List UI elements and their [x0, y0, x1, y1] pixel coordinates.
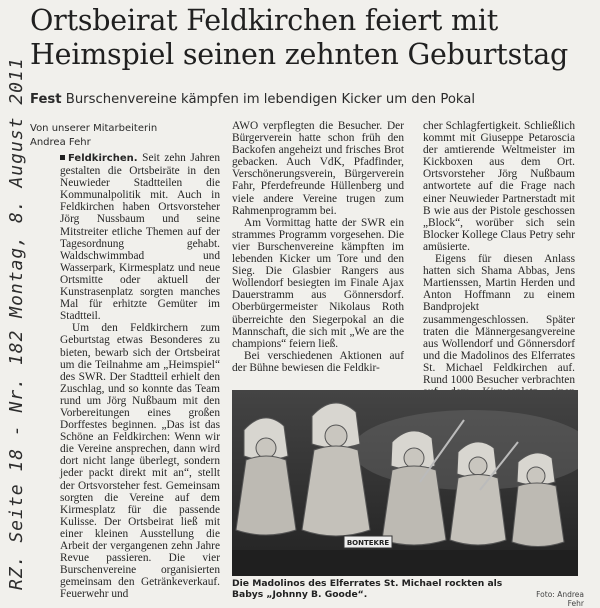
- kicker: Fest: [30, 92, 62, 107]
- dateline-square-icon: [60, 155, 65, 160]
- byline-role: Von unserer Mitarbeiterin: [30, 123, 158, 134]
- photo-caption: Die Madolinos des Elferrates St. Michael rockten als Babys „Johnny B. Goode“.: [232, 578, 503, 600]
- stage-sign-text: BONTEKRE: [346, 539, 390, 547]
- paragraph: Eigens für diesen Anlass hatten sich Shama Abbas, Jens Martienssen, Martin Herden und Anton Hoffmann zu einem Bandprojekt zusammengeschlossen. Später traten die Männergesangvereine aus Wollendorf und Gönnersdorf und die Madolinos des Elferrates St. Michael Feldkirchen auf. Rund 1000 Besucher verbrachten: [423, 253, 575, 386]
- paragraph-text: Seit zehn Jahren gestalten die Ortsbeiräte in den Neuwieder Stadtteilen die Kommunalpolitik mit. Auch in Feldkirchen haben Ortsvorsteher Jörg Nussbaum und seine Mitstreiter etliche Themen auf der Tagesordnung gehabt. Waldschwimmbad und Wasserpark, Kirmesplatz und neue Ortsmitte oder aktuell der Kunstrasenplatz sorgten manches Mal für erhitzte Gemüter im Stadtteil.: [60, 152, 220, 323]
- paragraph: Bei verschiedenen Aktionen auf der Bühne bewiesen die Feldkir-: [232, 349, 404, 374]
- handwritten-note: RZ. Seite 18 - Nr. 182 Montag, 8. August 2011: [6, 57, 27, 590]
- dateline: Feldkirchen.: [60, 153, 138, 164]
- photo-illustration: [232, 390, 578, 576]
- headline-line-2: Heimspiel seinen zehnten Geburtstag: [30, 38, 569, 71]
- article-column-1: [60, 152, 220, 600]
- headline-line-1: Ortsbeirat Feldkirchen feiert mit: [30, 4, 498, 37]
- article-column-2: [232, 120, 404, 374]
- subheadline-text: Burschenvereine kämpfen im lebendigen Kicker um den Pokal: [65, 92, 476, 107]
- paragraph: Um den Feldkirchern zum Geburtstag etwas Besonderes zu bieten, bewarb sich der Ortsbeirat um die Teilnahme am „Heimspiel“ des SWR. Der Stadtteil erhielt den Zuschlag, und so konnte das Team rund um Jörg Nußbaum mit den Vorbereitungen eines großen Dorffestes beginnen. „Das ist das Schöne an Feldkirchen: Wenn wir die Vereine ansprechen, dann wird dort nicht lange überlegt, sondern jeder packt direkt mit an“, stellt der Ortsvorsteher fest. Gemeinsam sorgten die Vereine auf dem Kirmesplatz für die passende Kulisse. Der Ortsbeirat ließ mit einer kleinen Ausstellung die Arbeit der vergangenen zehn Jahre Revue passieren. Die vier Burschenvereine organisierten gemeinsam den Getränkeverkauf. Feuerwehr und: [60, 322, 220, 601]
- byline: [30, 122, 230, 150]
- paragraph: AWO verpflegten die Besucher. Der Bürgerverein hatte schon früh den Backofen angeheizt und frisches Brot gebacken. Auch VdK, Pfadfinder, Verschönerungsverein, Bürgerverein Fahr, Pferdefreunde Hüllenberg und viele andere Vereine trugen zum Rahmenprogramm bei.: [232, 120, 404, 217]
- paragraph: Am Vormittag hatte der SWR ein strammes Programm vorgesehen. Die vier Burschenvereine kämpften im lebenden Kicker um Tore und den Sieg. Die Glasbier Rangers aus Wollendorf besiegten im Finale Ajax Dauerstramm aus Gönnersdorf. Oberbürgermeister Nikolaus Roth überreichte den Siegerpokal an die Mannschaft, die sich mit „We are the champions“ feiern ließ.: [232, 216, 404, 350]
- paragraph: cher Schlagfertigkeit. Schließlich kommt mit Giuseppe Petaroscia der amtierende Weltmeister im Kickboxen aus dem Ort. Ortsvorsteher Jörg Nußbaum antwortete auf die Frage nach einer Neuwieder Partnerstadt mit B wie aus der Pistole geschossen „Block“, worüber sich sein Blocker Kollege Claus Petry sehr amüsierte.: [423, 120, 575, 253]
- paragraph: [60, 152, 220, 322]
- photo-credit: Foto: Andrea Fehr: [536, 590, 584, 608]
- headline: [30, 4, 570, 72]
- byline-author: Andrea Fehr: [30, 137, 91, 148]
- subheadline: [30, 92, 510, 108]
- article-photo: [232, 390, 578, 576]
- article-column-3: [423, 120, 575, 410]
